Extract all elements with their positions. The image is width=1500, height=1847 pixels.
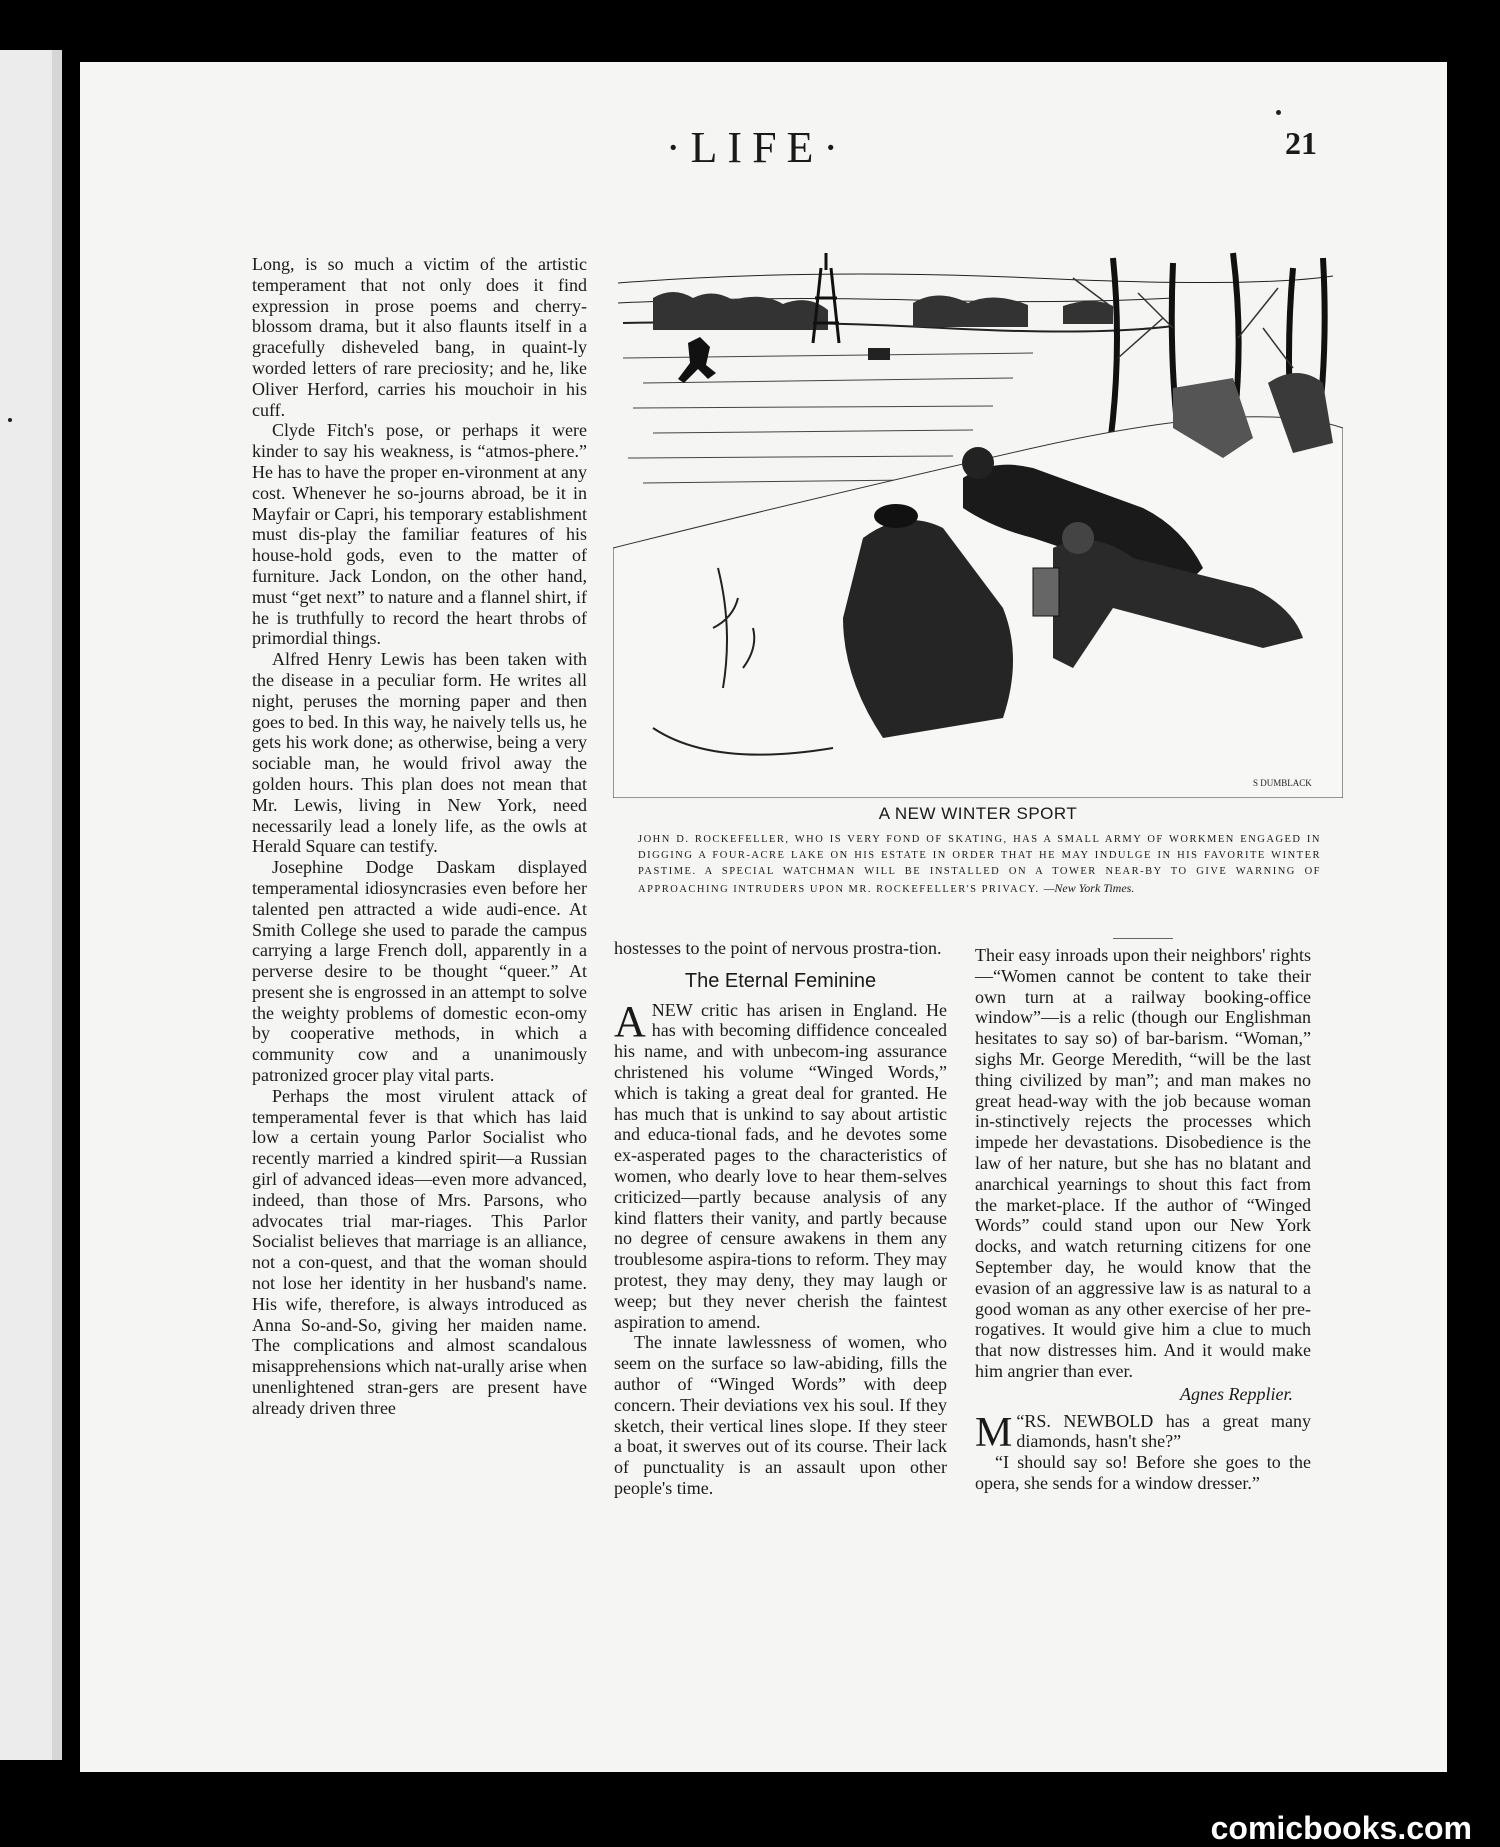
paragraph: Josephine Dodge Daskam displayed temperamental idiosyncrasies even before her talented pen attracted a wide audi-ence. At Smith College she used to parade the campus carrying a large French doll, apparently in a perverse desire to be thought “queer.” At present she is engrossed in an attempt to solve the weighty problems of domestic econ-omy by cooperative methods, in which a community cow and a unanimously patronized grocer play vital parts.: [252, 857, 587, 1086]
site-watermark: comicbooks.com: [1210, 1810, 1472, 1846]
speck: [8, 418, 12, 422]
joke-text: RS. NEWBOLD has a great many diamonds, hasn't she?”: [1016, 1410, 1311, 1452]
paragraph: Their easy inroads upon their neighbors' rights—“Women cannot be content to take their own turn at a railway booking-office window”—is a relic (though our Englishman hesitates to say so) of bar-barism. “Woman,” sighs Mr. George Meredith, “will be the last thing civilized by man”; and man makes no great head-way with the job because woman in-stinctively rejects the processes which impede her devastations. Disobedience is the law of her nature, but she has no blatant and anarchical yearnings to shout this fact from the market-place. If the author of “Winged Words” could stand upon our New York docks, and watch returning citizens for one September day, he would know that the evasion of an aggressive law is as natural to a good woman as any other exercise of her pre-rogatives. It would give him a clue to much that now distresses him. And it would make him angrier than ever.: [975, 945, 1311, 1381]
drop-cap: A: [614, 996, 646, 1046]
author-signature: Agnes Repplier.: [1180, 1383, 1293, 1404]
paragraph: Long, is so much a victim of the artistic temperament that not only does it find expression in prose poems and cherry-blossom drama, but it also flaunts itself in a gracefully disheveled bang, in quaint-ly worded letters of rare preciosity; and he, like Oliver Herford, carries his mouchoir in his cuff.: [252, 254, 587, 420]
column-middle: [614, 938, 947, 1499]
divider: [1113, 938, 1173, 939]
paragraph: The innate lawlessness of women, who seem on the surface so law-abiding, fills the author of “Winged Words” with deep concern. Their deviations vex his soul. If they sketch, their vertical lines slope. If they steer a boat, it swerves out of its course. Their lack of punctuality is an assault upon other people's time.: [614, 1332, 947, 1498]
illustration-caption: [638, 832, 1321, 898]
illustration-title: A NEW WINTER SPORT: [878, 804, 1078, 823]
joke-reply: “I should say so! Before she goes to the opera, she sends for a window dresser.”: [975, 1452, 1311, 1493]
column-left: [252, 254, 587, 1419]
paragraph: Perhaps the most virulent attack of temperamental fever is that which has laid low a certain young Parlor Socialist who recently married a kindred spirit—a Russian girl of advanced ideas—even more advanced, indeed, than those of Mrs. Parsons, who advocates trial mar-riages. This Parlor Socialist believes that marriage is an alliance, not a con-quest, and that the woman should not lose her identity in her husband's name. His wife, therefore, is always introduced as Anna So-and-So, giving her maiden name. The complications and almost scandalous misapprehensions which nat-urally arise when unenlightened stran-gers are present have already driven three: [252, 1085, 587, 1418]
joke-paragraph: [975, 1409, 1311, 1456]
article-headline: The Eternal Feminine: [684, 969, 877, 992]
caption-text: JOHN D. ROCKEFELLER, WHO IS VERY FOND OF SKATING, HAS A SMALL ARMY OF WORKMEN ENGAGED IN DIGGING A FOUR-ACRE LAKE ON HIS ESTATE IN ORDER THAT HE MAY INDULGE IN HIS FAVORITE WINTER PASTIME. A SPECIAL WATCHMAN WILL BE INSTALLED ON A TOWER NEAR-BY TO GIVE WARNING OF APPROACHING INTRUDERS UPON MR. ROCKEFELLER'S PRIVACY.: [638, 834, 1321, 895]
paragraph-text: NEW critic has arisen in England. He has with becoming diffidence concealed his name, and with unbecom-ing assurance christened his volume “Winged Words,” which is taking a great deal for granted. He has much that is unkind to say about artistic and educa-tional fads, and he devotes some ex-asperated pages to the characteristics of women, who dearly love to hear them-selves criticized—partly because analysis of any kind flatters their vanity, and partly because no degree of censure awakens in them any troublesome aspira-tions to reform. They may protest, they may deny, they may laugh or weep; but they never cherish the faintest aspiration to amend.: [614, 999, 947, 1332]
column-right: [975, 938, 1311, 1494]
caption-source: —New York Times.: [1043, 881, 1135, 895]
page-number: 21: [1285, 125, 1317, 161]
drop-cap: M: [975, 1409, 1013, 1456]
svg-text:S DUMBLACK: S DUMBLACK: [1253, 778, 1312, 788]
open-quote: “: [1016, 1410, 1025, 1431]
masthead-title: ·LIFE·: [665, 123, 849, 172]
paragraph: [614, 996, 947, 1333]
paragraph: Alfred Henry Lewis has been taken with the disease in a peculiar form. He writes all night, peruses the morning paper and then goes to bed. In this way, he naively tells us, he gets his work done; as otherwise, being a very sociable man, he would frivol away the golden hours. This plan does not mean that Mr. Lewis, living in New York, need necessarily lead a lonely life, as the owls at Herald Square can testify.: [252, 649, 587, 857]
winter-sport-illustration: [613, 248, 1343, 798]
speck: [1276, 110, 1281, 115]
facing-page-edge: [0, 50, 62, 1760]
paragraph: hostesses to the point of nervous prostra-tion.: [614, 938, 942, 958]
paragraph: Clyde Fitch's pose, or perhaps it were kinder to say his weakness, is “atmos-phere.” He has to have the proper en-vironment at any cost. Whenever he so-journs abroad, be it in Mayfair or Capri, his temporary establishment must dis-play the familiar features of his house-hold gods, even to the matter of furniture. Jack London, on the other hand, must “get next” to nature and a flannel shirt, if he is truthfully to record the heart throbs of primordial things.: [252, 420, 587, 649]
